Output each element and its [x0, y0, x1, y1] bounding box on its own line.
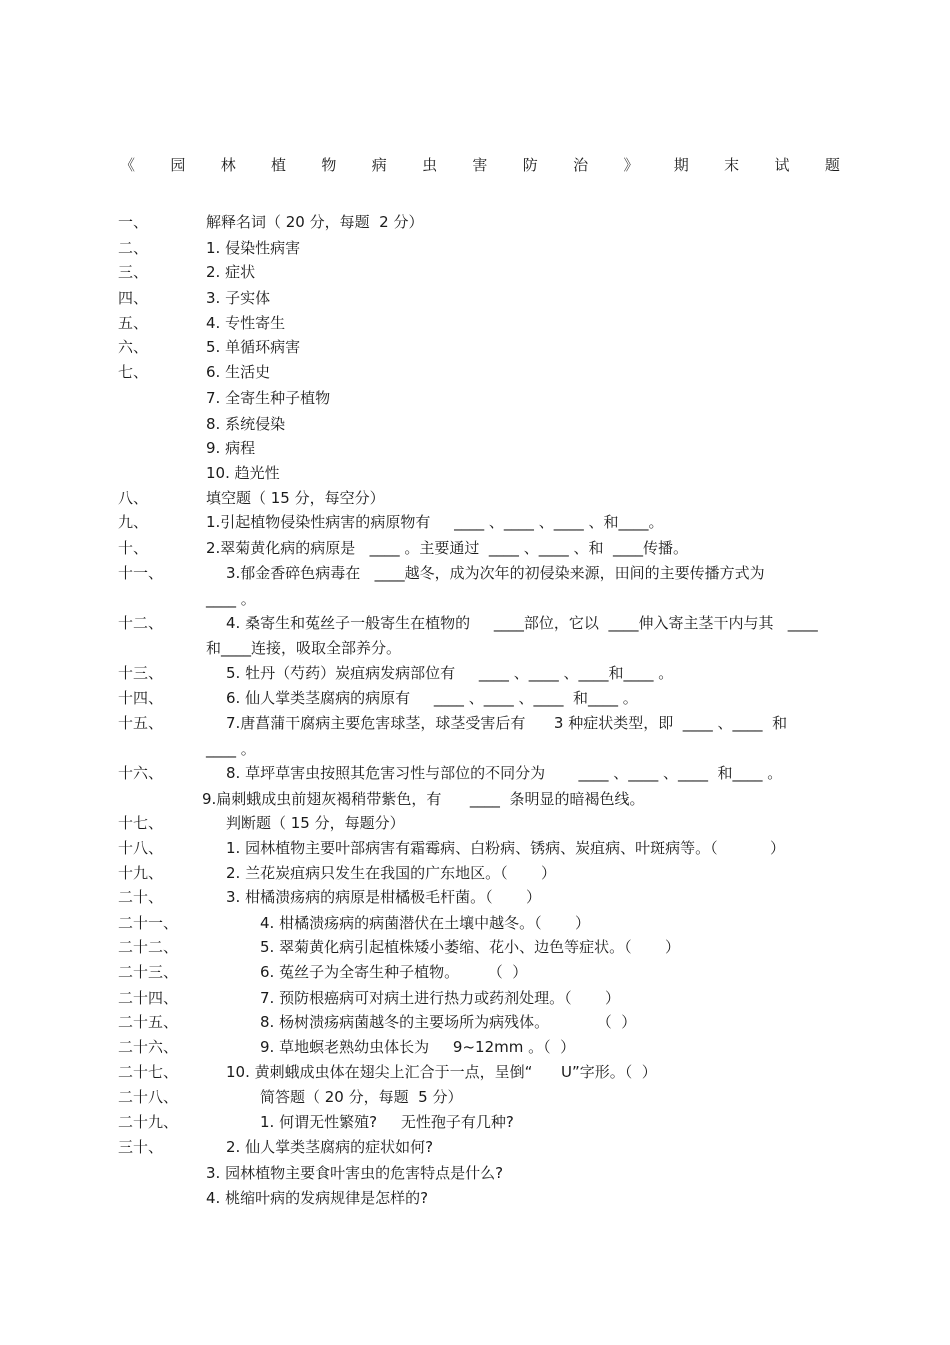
line-number: 七、 — [118, 363, 149, 381]
line-number: 十三、 — [118, 664, 164, 682]
exam-line — [118, 862, 556, 884]
line-text: 2. 症状 — [206, 263, 256, 281]
exam-line — [118, 712, 787, 734]
line-text: 3. 园林植物主要食叶害虫的危害特点是什么? — [206, 1164, 504, 1182]
line-text: ____ 。 — [206, 590, 256, 608]
exam-line — [118, 637, 401, 659]
line-text: 10. 趋光性 — [206, 464, 280, 482]
line-number: 十、 — [118, 539, 149, 557]
exam-line — [118, 886, 541, 908]
line-text: 8. 系统侵染 — [206, 415, 286, 433]
line-number: 十六、 — [118, 764, 164, 782]
title-char: 试 — [774, 156, 790, 174]
line-text: 9. 草地螟老熟幼虫体长为 9~12mm 。（ ） — [260, 1038, 576, 1056]
line-text: 6. 生活史 — [206, 363, 271, 381]
title-char: 园 — [170, 156, 186, 174]
exam-line — [118, 1111, 514, 1133]
exam-line — [118, 562, 765, 584]
line-text: 1. 何谓无性繁殖? 无性孢子有几种? — [260, 1113, 514, 1131]
line-text: 和____连接，吸取全部养分。 — [206, 639, 402, 657]
exam-line — [118, 413, 285, 435]
line-text: 6. 菟丝子为全寄生种子植物。 （ ） — [260, 963, 528, 981]
exam-line — [118, 487, 385, 509]
line-text: 8. 草坪草害虫按照其危害习性与部位的不同分为 ____ 、____ 、____ 和____ 。 — [226, 764, 783, 782]
exam-line — [118, 1036, 575, 1058]
exam-line — [118, 287, 270, 309]
exam-line — [118, 936, 680, 958]
line-number: 十五、 — [118, 714, 164, 732]
line-number: 二十六、 — [118, 1038, 179, 1056]
line-text: 6. 仙人掌类茎腐病的病原有 ____ 、____ 、____ 和____ 。 — [226, 689, 638, 707]
exam-line — [118, 462, 280, 484]
title-char: 病 — [371, 156, 387, 174]
line-number: 二、 — [118, 239, 149, 257]
title-char: 害 — [472, 156, 488, 174]
line-text: ____ 。 — [206, 740, 256, 758]
exam-line — [118, 687, 638, 709]
line-text: 2. 兰花炭疽病只发生在我国的广东地区。（ ） — [226, 864, 556, 882]
exam-line — [118, 912, 590, 934]
exam-line — [118, 511, 663, 533]
line-number: 二十、 — [118, 888, 164, 906]
exam-title — [120, 154, 840, 175]
exam-line — [118, 387, 330, 409]
exam-line — [118, 961, 527, 983]
line-number: 二十三、 — [118, 963, 179, 981]
line-number: 八、 — [118, 489, 149, 507]
line-text: 7. 预防根癌病可对病土进行热力或药剂处理。（ ） — [260, 989, 620, 1007]
line-text: 解释名词（ 20 分，每题 2 分） — [206, 213, 424, 231]
line-number: 二十八、 — [118, 1088, 179, 1106]
line-text: 填空题（ 15 分，每空分） — [206, 489, 385, 507]
title-char: 物 — [321, 156, 337, 174]
title-char: 期 — [673, 156, 689, 174]
line-text: 1. 侵染性病害 — [206, 239, 301, 257]
line-text: 1.引起植物侵染性病害的病原物有 ____ 、____ 、____ 、和____。 — [206, 513, 664, 531]
line-text: 判断题（ 15 分，每题分） — [226, 814, 405, 832]
title-char: 治 — [573, 156, 589, 174]
title-char: 林 — [220, 156, 236, 174]
title-char: 防 — [522, 156, 538, 174]
line-number: 十七、 — [118, 814, 164, 832]
line-number: 二十七、 — [118, 1063, 179, 1081]
line-number: 十二、 — [118, 614, 164, 632]
exam-line — [118, 312, 285, 334]
line-text: 简答题（ 20 分，每题 5 分） — [260, 1088, 463, 1106]
line-text: 4. 专性寄生 — [206, 314, 286, 332]
line-text: 10. 黄刺蛾成虫体在翅尖上汇合于一点，呈倒“ U”字形。（ ） — [226, 1063, 657, 1081]
line-number: 五、 — [118, 314, 149, 332]
exam-line — [118, 662, 673, 684]
line-text: 5. 翠菊黄化病引起植株矮小萎缩、花小、边色等症状。（ ） — [260, 938, 680, 956]
line-number: 十一、 — [118, 564, 164, 582]
line-text: 9. 病程 — [206, 439, 256, 457]
title-char: 》 — [623, 156, 639, 174]
line-text: 1. 园林植物主要叶部病害有霜霉病、白粉病、锈病、炭疽病、叶斑病等。（ ） — [226, 839, 786, 857]
line-text: 5. 牡丹（芍药）炭疽病发病部位有 ____ 、____ 、____和____ 。 — [226, 664, 674, 682]
exam-line — [118, 762, 782, 784]
exam-line — [118, 336, 300, 358]
line-number: 三、 — [118, 263, 149, 281]
exam-line — [118, 211, 423, 233]
line-number: 二十五、 — [118, 1013, 179, 1031]
title-char: 植 — [271, 156, 287, 174]
title-char: 虫 — [422, 156, 438, 174]
line-text: 9.扁刺蛾成虫前翅灰褐稍带紫色，有 ____ 条明显的暗褐色线。 — [202, 790, 645, 808]
exam-line — [118, 788, 644, 810]
line-number: 二十九、 — [118, 1113, 179, 1131]
line-number: 一、 — [118, 213, 149, 231]
line-text: 3. 子实体 — [206, 289, 271, 307]
line-text: 8. 杨树溃疡病菌越冬的主要场所为病残体。 （ ） — [260, 1013, 637, 1031]
exam-line — [118, 612, 818, 634]
exam-line — [118, 261, 255, 283]
line-text: 4. 桃缩叶病的发病规律是怎样的? — [206, 1189, 429, 1207]
line-text: 4. 柑橘溃疡病的病菌潜伏在土壤中越冬。（ ） — [260, 914, 590, 932]
line-number: 六、 — [118, 338, 149, 356]
title-char: 题 — [824, 156, 840, 174]
exam-line — [118, 588, 256, 610]
exam-line — [118, 1011, 636, 1033]
line-text: 4. 桑寄生和菟丝子一般寄生在植物的 ____部位，它以 ____伸入寄主茎干内与其 ____ — [226, 614, 818, 632]
line-number: 九、 — [118, 513, 149, 531]
title-char: 末 — [724, 156, 740, 174]
line-text: 3. 柑橘溃疡病的病原是柑橘极毛杆菌。（ ） — [226, 888, 541, 906]
title-char: 《 — [120, 156, 136, 174]
exam-line — [118, 1187, 428, 1209]
line-number: 十四、 — [118, 689, 164, 707]
exam-line — [118, 361, 270, 383]
exam-line — [118, 1086, 462, 1108]
line-number: 十九、 — [118, 864, 164, 882]
exam-line — [118, 987, 620, 1009]
exam-line — [118, 237, 300, 259]
line-number: 二十一、 — [118, 914, 179, 932]
line-text: 3.郁金香碎色病毒在 ____越冬，成为次年的初侵染来源，田间的主要传播方式为 — [226, 564, 765, 582]
line-number: 四、 — [118, 289, 149, 307]
line-number: 三十、 — [118, 1138, 164, 1156]
exam-line — [118, 437, 255, 459]
line-text: 7. 全寄生种子植物 — [206, 389, 331, 407]
exam-line — [118, 738, 256, 760]
exam-line — [118, 1162, 503, 1184]
exam-line — [118, 812, 405, 834]
exam-line — [118, 1136, 433, 1158]
line-number: 二十四、 — [118, 989, 179, 1007]
exam-line — [118, 837, 785, 859]
exam-line — [118, 537, 688, 559]
line-text: 2. 仙人掌类茎腐病的症状如何? — [226, 1138, 434, 1156]
line-text: 5. 单循环病害 — [206, 338, 301, 356]
exam-line — [118, 1061, 657, 1083]
line-number: 二十二、 — [118, 938, 179, 956]
line-text: 7.唐菖蒲干腐病主要危害球茎，球茎受害后有 3 种症状类型，即 ____ 、____ 和 — [226, 714, 788, 732]
line-text: 2.翠菊黄化病的病原是 ____ 。主要通过 ____ 、____ 、和 ____传播。 — [206, 539, 688, 557]
line-number: 十八、 — [118, 839, 164, 857]
